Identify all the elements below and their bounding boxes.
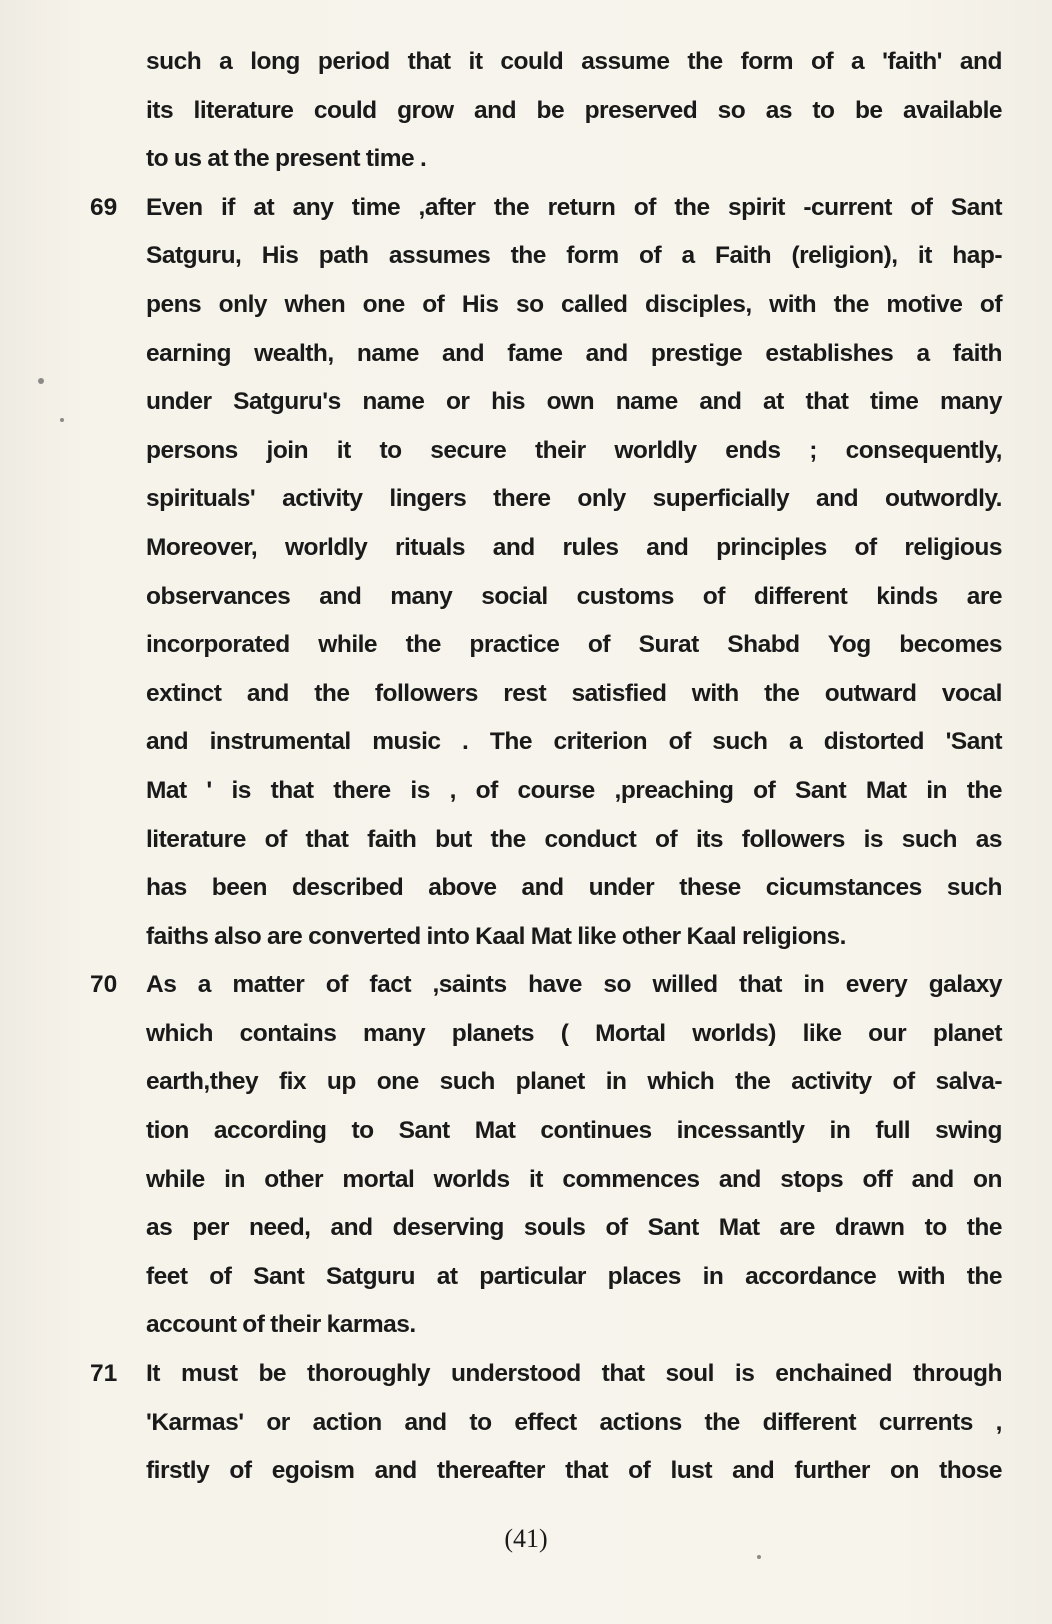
paragraph-70 (90, 961, 1002, 1350)
text-line: Moreover, worldly rituals and rules and principles of religious (146, 533, 1002, 561)
paper-speck (60, 418, 64, 422)
paper-speck (757, 1555, 761, 1559)
text-line: and instrumental music . The criterion of such a distorted 'Sant (146, 728, 1002, 756)
text-line: while in other mortal worlds it commences and stops off and on (146, 1165, 1002, 1193)
text-line: spirituals' activity lingers there only superficially and outwordly. (146, 485, 1002, 513)
text-line: feet of Sant Satguru at particular places in accordance with the (146, 1262, 1002, 1290)
text-line: as per need, and deserving souls of Sant Mat are drawn to the (146, 1214, 1002, 1242)
paragraph-69 (90, 184, 1002, 962)
page-number: (41) (504, 1524, 548, 1553)
page-text (90, 38, 1002, 1496)
text-line: observances and many social customs of different kinds are (146, 582, 1002, 610)
text-line: which contains many planets ( Mortal worlds) like our planet (146, 1019, 1002, 1047)
text-line: tion according to Sant Mat continues incessantly in full swing (146, 1117, 1002, 1145)
text-line: pens only when one of His so called disciples, with the motive of (146, 290, 1002, 318)
text-line: earning wealth, name and fame and prestige establishes a faith (146, 339, 1002, 367)
text-line: literature of that faith but the conduct of its followers is such as (146, 825, 1002, 853)
text-line: Satguru, His path assumes the form of a Faith (religion), it hap- (146, 242, 1002, 270)
text-line: has been described above and under these cicumstances such (146, 874, 1002, 902)
paragraph-number: 69 (90, 193, 118, 221)
text-line: earth,they fix up one such planet in which the activity of salva- (146, 1068, 1002, 1096)
text-line: firstly of egoism and thereafter that of lust and further on those (146, 1457, 1002, 1485)
text-line: under Satguru's name or his own name and at that time many (146, 388, 1002, 416)
text-line: 'Karmas' or action and to effect actions the different currents , (146, 1408, 1002, 1436)
paragraph-number: 70 (90, 971, 118, 999)
text-line: account of their karmas. (146, 1311, 416, 1339)
continuation-paragraph (90, 38, 1002, 184)
text-line: extinct and the followers rest satisfied with the outward vocal (146, 679, 1002, 707)
text-line: to us at the present time . (146, 145, 427, 173)
text-line: such a long period that it could assume the form of a 'faith' and (146, 48, 1002, 75)
text-line: Even if at any time ,after the return of the spirit -current of Sant (146, 193, 1002, 221)
text-line: It must be thoroughly understood that soul is enchained through (146, 1360, 1002, 1388)
text-line: faiths also are converted into Kaal Mat like other Kaal religions. (146, 922, 846, 950)
paragraph-71 (90, 1350, 1002, 1496)
text-line: Mat ' is that there is , of course ,preaching of Sant Mat in the (146, 776, 1002, 804)
text-line: persons join it to secure their worldly ends ; consequently, (146, 436, 1002, 464)
text-line: As a matter of fact ,saints have so willed that in every galaxy (146, 971, 1002, 999)
text-line: its literature could grow and be preserved so as to be available (146, 96, 1002, 124)
text-line: incorporated while the practice of Surat Shabd Yog becomes (146, 631, 1002, 659)
paper-speck (38, 378, 44, 384)
paragraph-number: 71 (90, 1360, 118, 1388)
